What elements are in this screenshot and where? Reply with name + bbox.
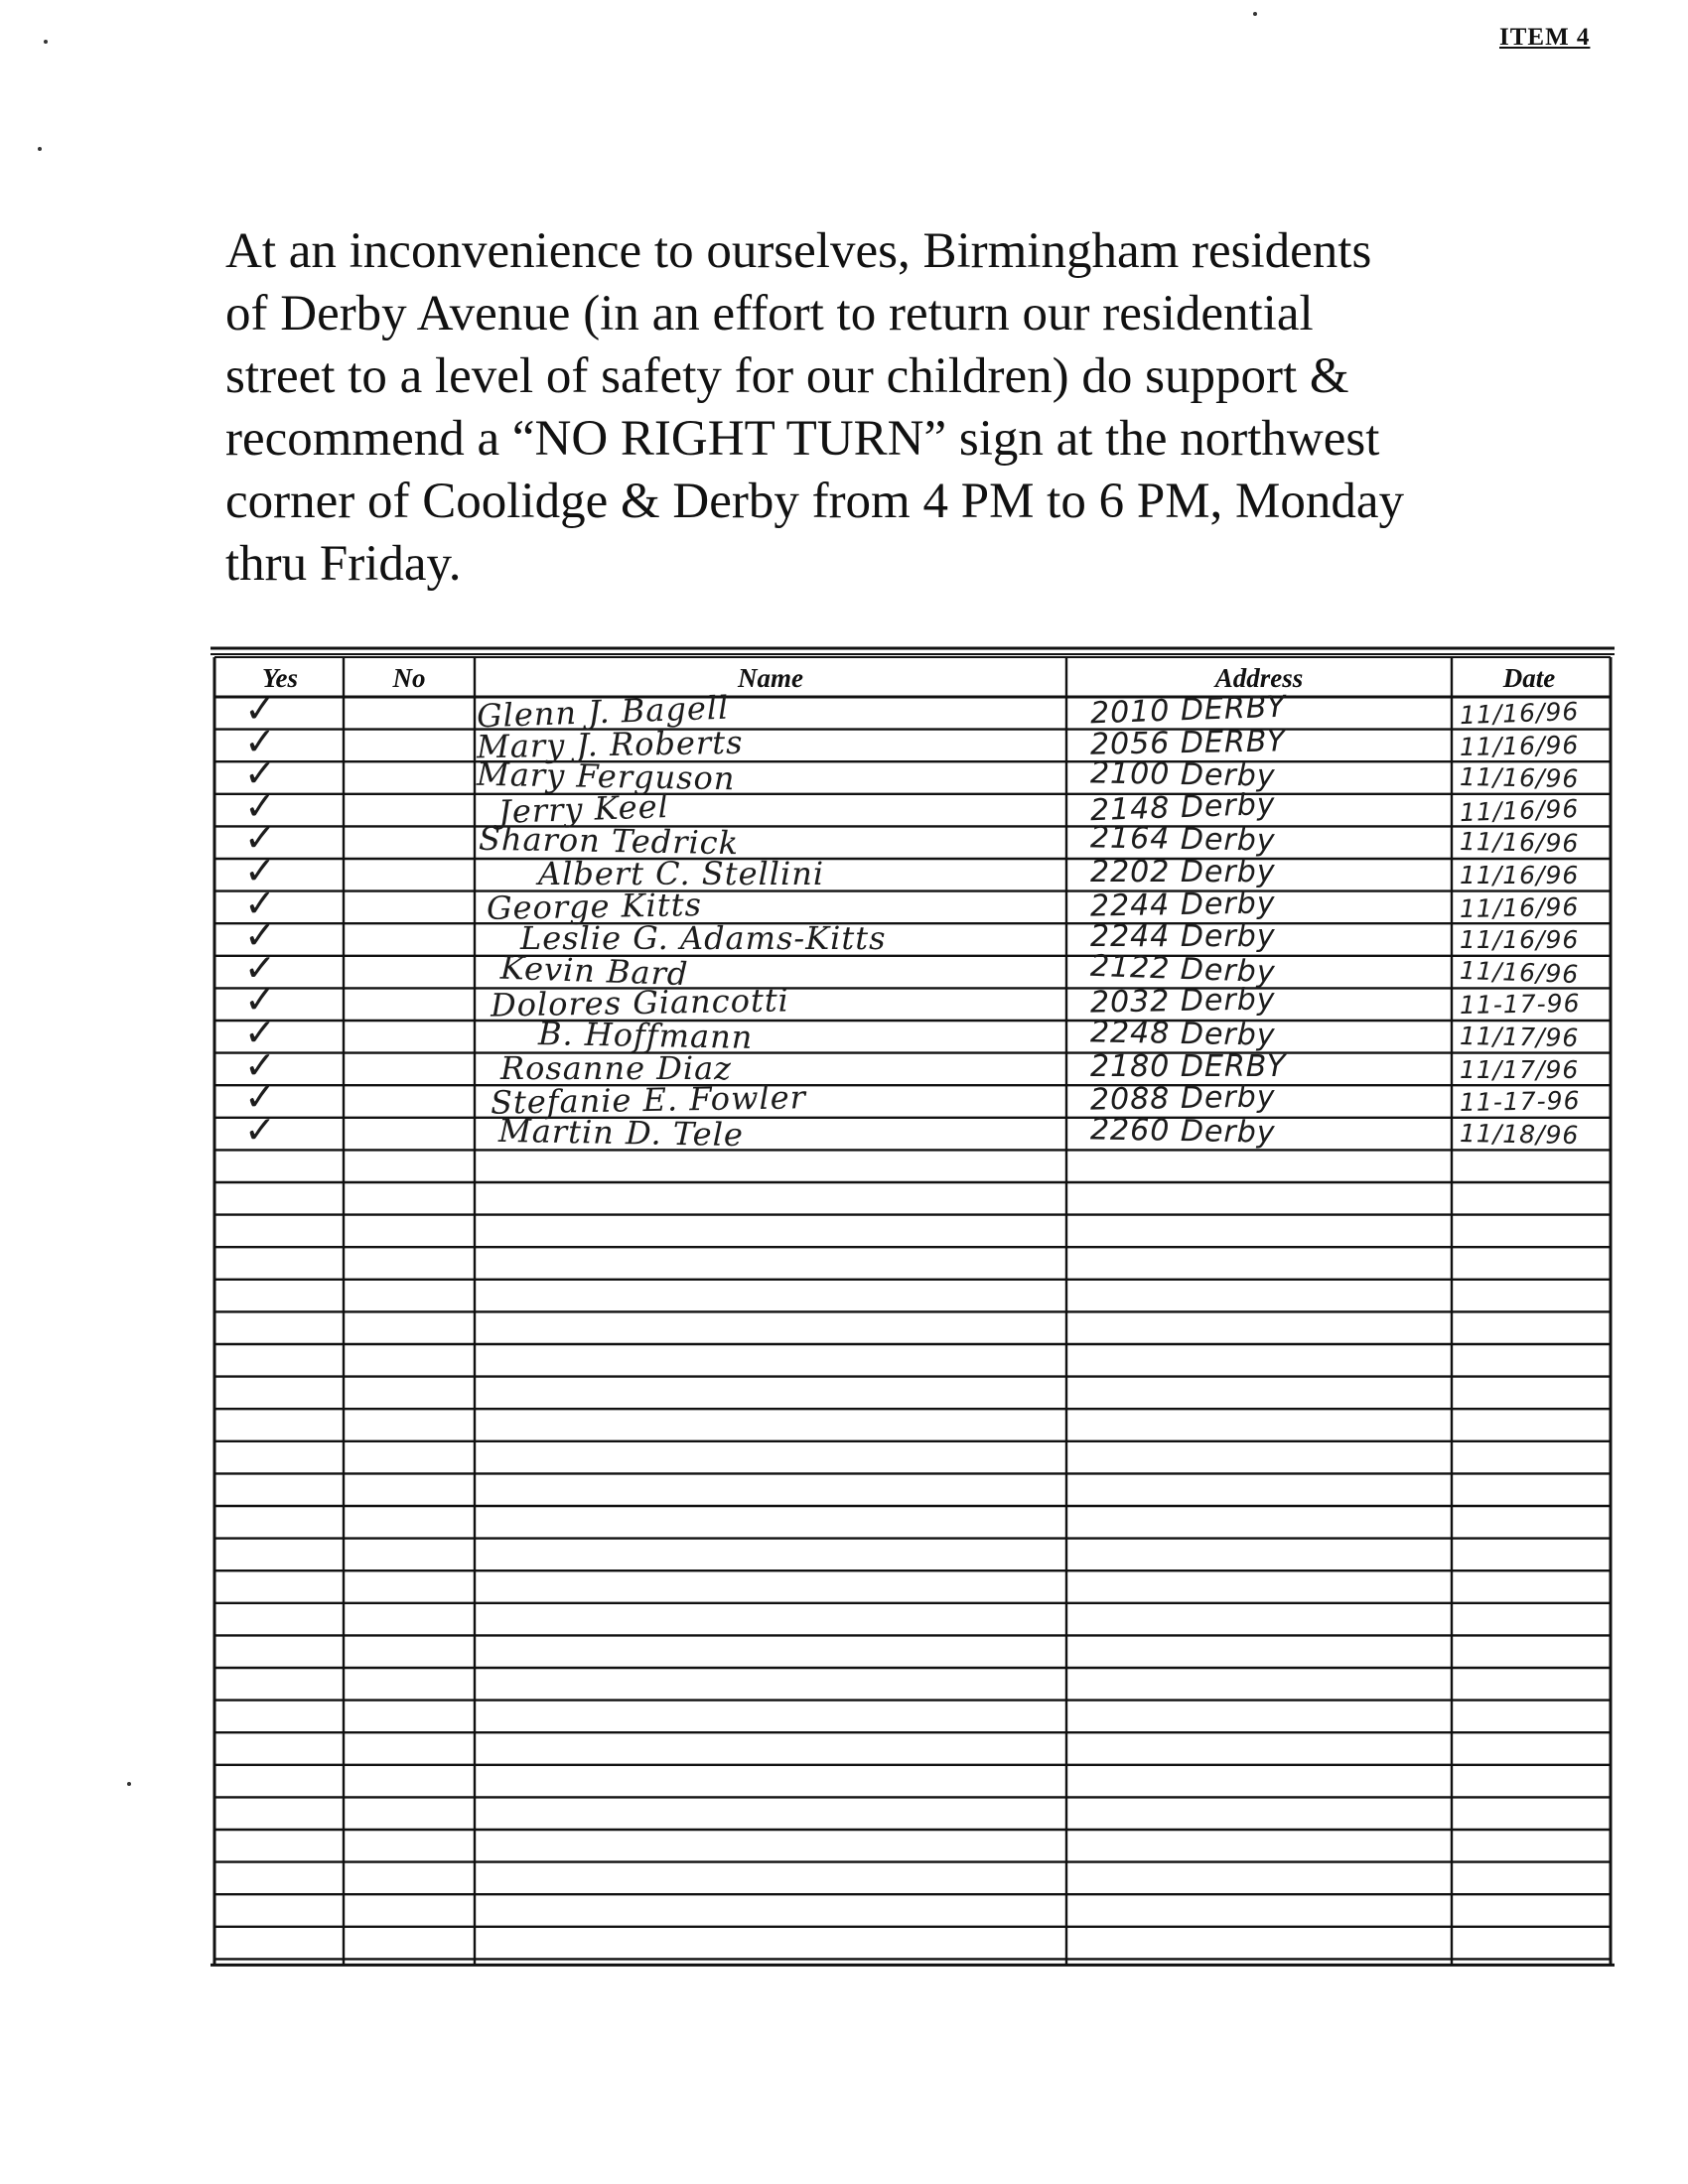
yes-check-mark: ✓ [244, 913, 277, 958]
signature-date: 11/17/96 [1459, 1021, 1580, 1053]
signer-address: 2100 Derby [1089, 755, 1276, 794]
yes-check-mark: ✓ [243, 1074, 278, 1120]
header-name: Name [738, 663, 803, 693]
table-grid [211, 645, 1615, 1969]
signer-address: 2032 Derby [1089, 982, 1276, 1022]
signer-name: Albert C. Stellini [538, 855, 825, 892]
yes-check-mark: ✓ [243, 816, 278, 861]
header-address: Address [1214, 663, 1304, 693]
yes-check-mark: ✓ [243, 945, 278, 991]
signer-name: Martin D. Tele [497, 1111, 745, 1154]
signer-address: 2088 Derby [1089, 1079, 1276, 1118]
scan-speck [38, 147, 42, 151]
header-date: Date [1502, 663, 1556, 693]
signature-date: 11/16/96 [1459, 793, 1580, 827]
signer-address: 2164 Derby [1089, 820, 1276, 860]
signature-date: 11/16/96 [1459, 827, 1580, 859]
yes-check-mark: ✓ [243, 783, 278, 829]
scan-speck [127, 1782, 131, 1786]
signature-date: 11/16/96 [1459, 891, 1580, 923]
signer-address: 2010 DERBY [1089, 689, 1287, 732]
signer-name: Leslie G. Adams-Kitts [520, 919, 887, 958]
signer-address: 2248 Derby [1089, 1015, 1276, 1053]
signer-name: George Kitts [486, 885, 703, 927]
signer-name: Kevin Bard [499, 948, 690, 994]
signature-date: 11/16/96 [1460, 861, 1580, 889]
signature-date: 11/16/96 [1459, 696, 1580, 731]
signer-address: 2260 Derby [1089, 1112, 1276, 1151]
statement-line: street to a level of safety for our children) do support & [225, 348, 1349, 404]
yes-check-mark: ✓ [243, 686, 278, 732]
scan-speck [1253, 12, 1257, 16]
signature-date: 11/18/96 [1459, 1118, 1580, 1150]
yes-check-mark: ✓ [243, 978, 278, 1023]
signature-date: 11/17/96 [1460, 1054, 1580, 1084]
signature-date: 11-17-96 [1459, 989, 1581, 1021]
signer-name: Sharon Tedrick [478, 820, 740, 863]
header-yes: Yes [262, 663, 298, 693]
yes-check-mark: ✓ [244, 1042, 277, 1087]
signer-address: 2148 Derby [1089, 786, 1277, 829]
petition-statement [225, 220, 1556, 596]
yes-check-mark: ✓ [243, 1107, 278, 1153]
statement-line: At an inconvenience to ourselves, Birmingham residents [225, 223, 1372, 279]
signer-address: 2056 DERBY [1089, 723, 1287, 762]
signer-address: 2180 DERBY [1090, 1048, 1287, 1084]
signature-date: 11-17-96 [1459, 1086, 1581, 1118]
signature-table [211, 645, 1615, 1992]
yes-check-mark: ✓ [243, 751, 278, 796]
signature-date: 11/16/96 [1459, 762, 1580, 794]
statement-line: recommend a “NO RIGHT TURN” sign at the northwest [225, 411, 1380, 467]
yes-check-mark: ✓ [244, 849, 277, 892]
signature-date: 11/16/96 [1460, 925, 1580, 955]
statement-line: of Derby Avenue (in an effort to return our residential [225, 286, 1314, 341]
signer-address: 2244 Derby [1090, 919, 1276, 955]
signer-name: Stefanie E. Fowler [490, 1078, 807, 1122]
signer-name: Rosanne Diaz [500, 1048, 733, 1087]
signer-address: 2244 Derby [1089, 885, 1276, 924]
yes-check-mark: ✓ [243, 881, 278, 925]
yes-check-mark: ✓ [243, 719, 278, 763]
signer-name: Mary J. Roberts [476, 723, 744, 765]
signer-name: Jerry Keel [497, 786, 670, 831]
signer-name: B. Hoffmann [537, 1015, 754, 1056]
statement-line: thru Friday. [225, 536, 462, 592]
signer-name: Glenn J. Bagell [476, 688, 730, 736]
signer-name: Mary Ferguson [476, 754, 736, 798]
yes-check-mark: ✓ [243, 1010, 278, 1055]
signature-date: 11/16/96 [1459, 730, 1580, 761]
signature-date: 11/16/96 [1459, 955, 1580, 989]
signer-name: Dolores Giancotti [490, 981, 790, 1025]
signer-address: 2122 Derby [1089, 948, 1277, 991]
header-no: No [392, 663, 426, 693]
item-label: ITEM 4 [1499, 24, 1591, 51]
statement-line: corner of Coolidge & Derby from 4 PM to 6 PM, Monday [225, 474, 1405, 529]
scan-speck [44, 40, 48, 44]
signer-address: 2202 Derby [1090, 855, 1276, 889]
